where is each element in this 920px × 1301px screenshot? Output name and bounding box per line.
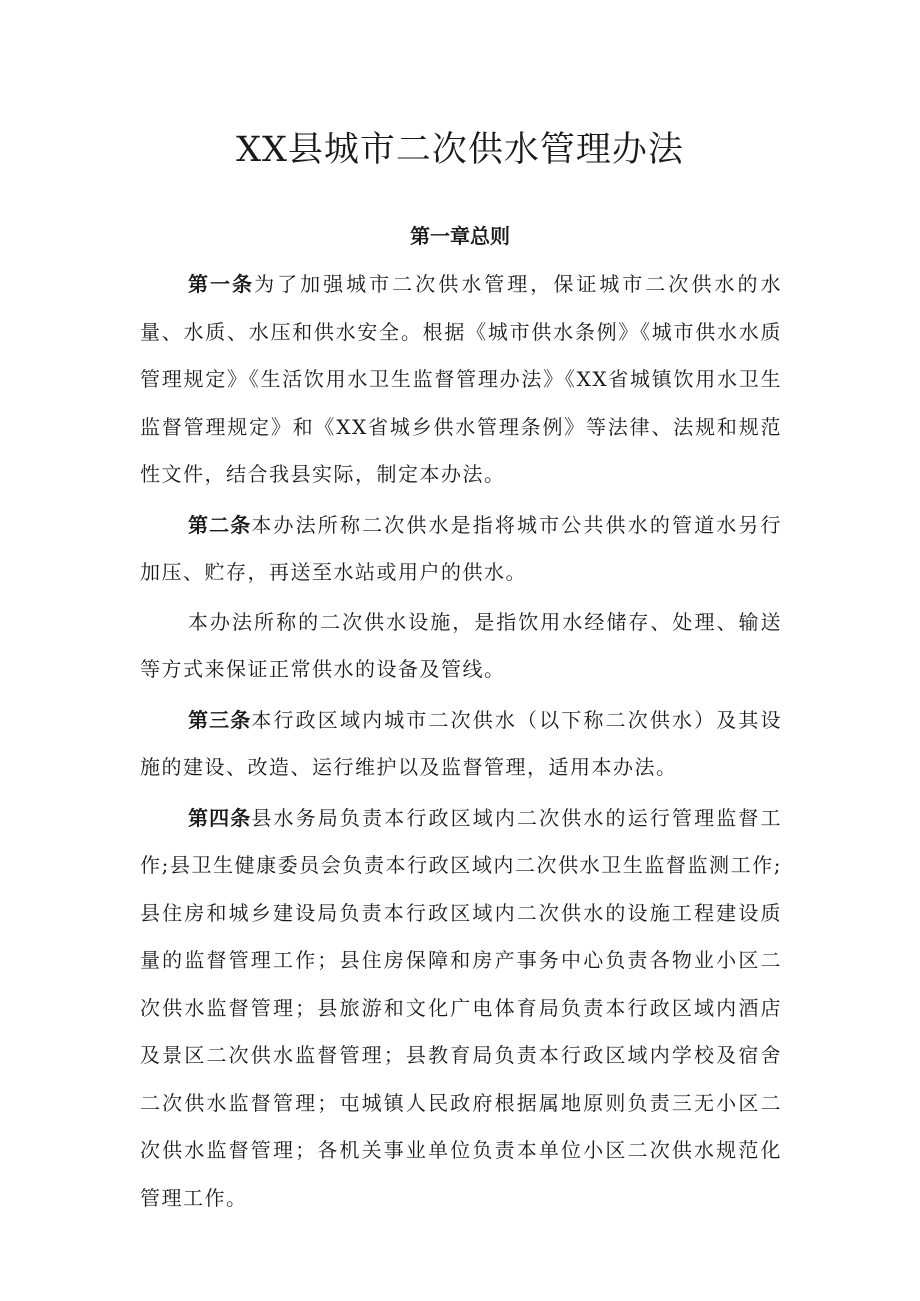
article-text: 本办法所称二次供水是指将城市公共供水的管道水另行加压、贮存，再送至水站或用户的供水。 [140, 512, 783, 584]
document-body [140, 261, 782, 1222]
article-4-paragraph [140, 795, 782, 1223]
article-label: 第二条 [188, 512, 252, 537]
article-1-paragraph [140, 261, 782, 499]
article-text: 本行政区域内城市二次供水（以下称二次供水）及其设施的建设、改造、运行维护以及监督管理，适用本办法。 [140, 707, 783, 779]
article-2-paragraph [140, 502, 782, 597]
article-label: 第三条 [188, 707, 252, 732]
article-3-paragraph [140, 697, 782, 792]
article-2-continuation-paragraph [140, 599, 782, 694]
article-label: 第一条 [188, 272, 255, 296]
article-text: 本办法所称的二次供水设施，是指饮用水经储存、处理、输送等方式来保证正常供水的设备及管线。 [140, 609, 782, 681]
article-label: 第四条 [188, 805, 252, 830]
document-title: XX县城市二次供水管理办法 [236, 130, 684, 170]
article-text: 县水务局负责本行政区域内二次供水的运行管理监督工作;县卫生健康委员会负责本行政区域内二次供水卫生监督监测工作;县住房和城乡建设局负责本行政区域内二次供水的设施工程建设质量的监督管理工作；县住房保障和房产事务中心负责各物业小区二次供水监督管理；县旅游和文化广电体育局负责本行政区域内酒店及景区二次供水监督管理；县教育局负责本行政区域内学校及宿舍二次供水监督管理；屯城镇人民政府根据属地原则负责三无小区二次供水监督管理；各机关事业单位负责本单位小区二次供水规范化管理工作。 [140, 805, 783, 1210]
article-text: 为了加强城市二次供水管理，保证城市二次供水的水量、水质、水压和供水安全。根据《城市供水条例》《城市供水水质管理规定》《生活饮用水卫生监督管理办法》《XX省城镇饮用水卫生监督管理规定》和《XX省城乡供水管理条例》等法律、法规和规范性文件，结合我县实际，制定本办法。 [140, 272, 783, 486]
chapter-heading: 第一章总则 [410, 224, 510, 248]
